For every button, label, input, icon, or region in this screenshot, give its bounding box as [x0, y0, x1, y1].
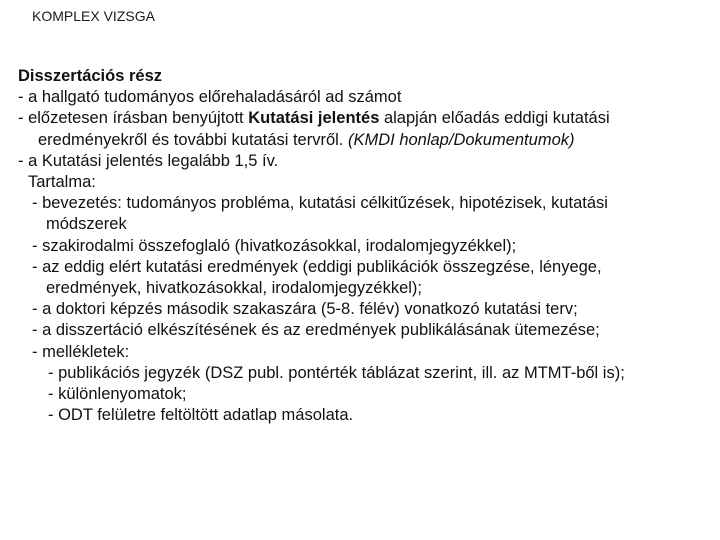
list-item: - a Kutatási jelentés legalább 1,5 ív. [18, 151, 279, 170]
list-item-continuation [18, 130, 708, 151]
contents-item: - szakirodalmi összefoglaló (hivatkozásokkal, irodalomjegyzékkel); [32, 236, 517, 255]
contents-item: - mellékletek: [32, 342, 130, 361]
item-italic-reference: (KMDI honlap/Dokumentumok) [347, 130, 575, 149]
document-header: KOMPLEX VIZSGA [32, 8, 155, 24]
document-body [18, 66, 708, 426]
item-text: alapján előadás eddigi kutatási [379, 109, 610, 128]
item-text: eredményekről és további kutatási tervről. [38, 130, 348, 149]
attachment-item: - különlenyomatok; [48, 385, 187, 404]
contents-item-continuation: eredmények, hivatkozásokkal, irodalomjegyzékkel); [46, 279, 423, 298]
list-item [18, 108, 708, 129]
contents-item: - a disszertáció elkészítésének és az eredmények publikálásának ütemezése; [32, 321, 600, 340]
item-text: - előzetesen írásban benyújtott [18, 109, 249, 128]
attachment-item: - ODT felületre feltöltött adatlap másolata. [48, 406, 354, 425]
item-bold-term: Kutatási jelentés [248, 109, 380, 128]
contents-label: Tartalma: [28, 173, 96, 192]
contents-item: - bevezetés: tudományos probléma, kutatási célkitűzések, hipotézisek, kutatási [32, 194, 608, 213]
attachment-item: - publikációs jegyzék (DSZ publ. pontérték táblázat szerint, ill. az MTMT-ből is); [48, 363, 625, 382]
contents-item-continuation: módszerek [46, 215, 127, 234]
contents-item: - a doktori képzés második szakaszára (5-8. félév) vonatkozó kutatási terv; [32, 300, 578, 319]
contents-item: - az eddig elért kutatási eredmények (eddigi publikációk összegzése, lényege, [32, 257, 602, 276]
section-title: Disszertációs rész [18, 67, 162, 85]
list-item: - a hallgató tudományos előrehaladásáról ad számot [18, 88, 402, 107]
